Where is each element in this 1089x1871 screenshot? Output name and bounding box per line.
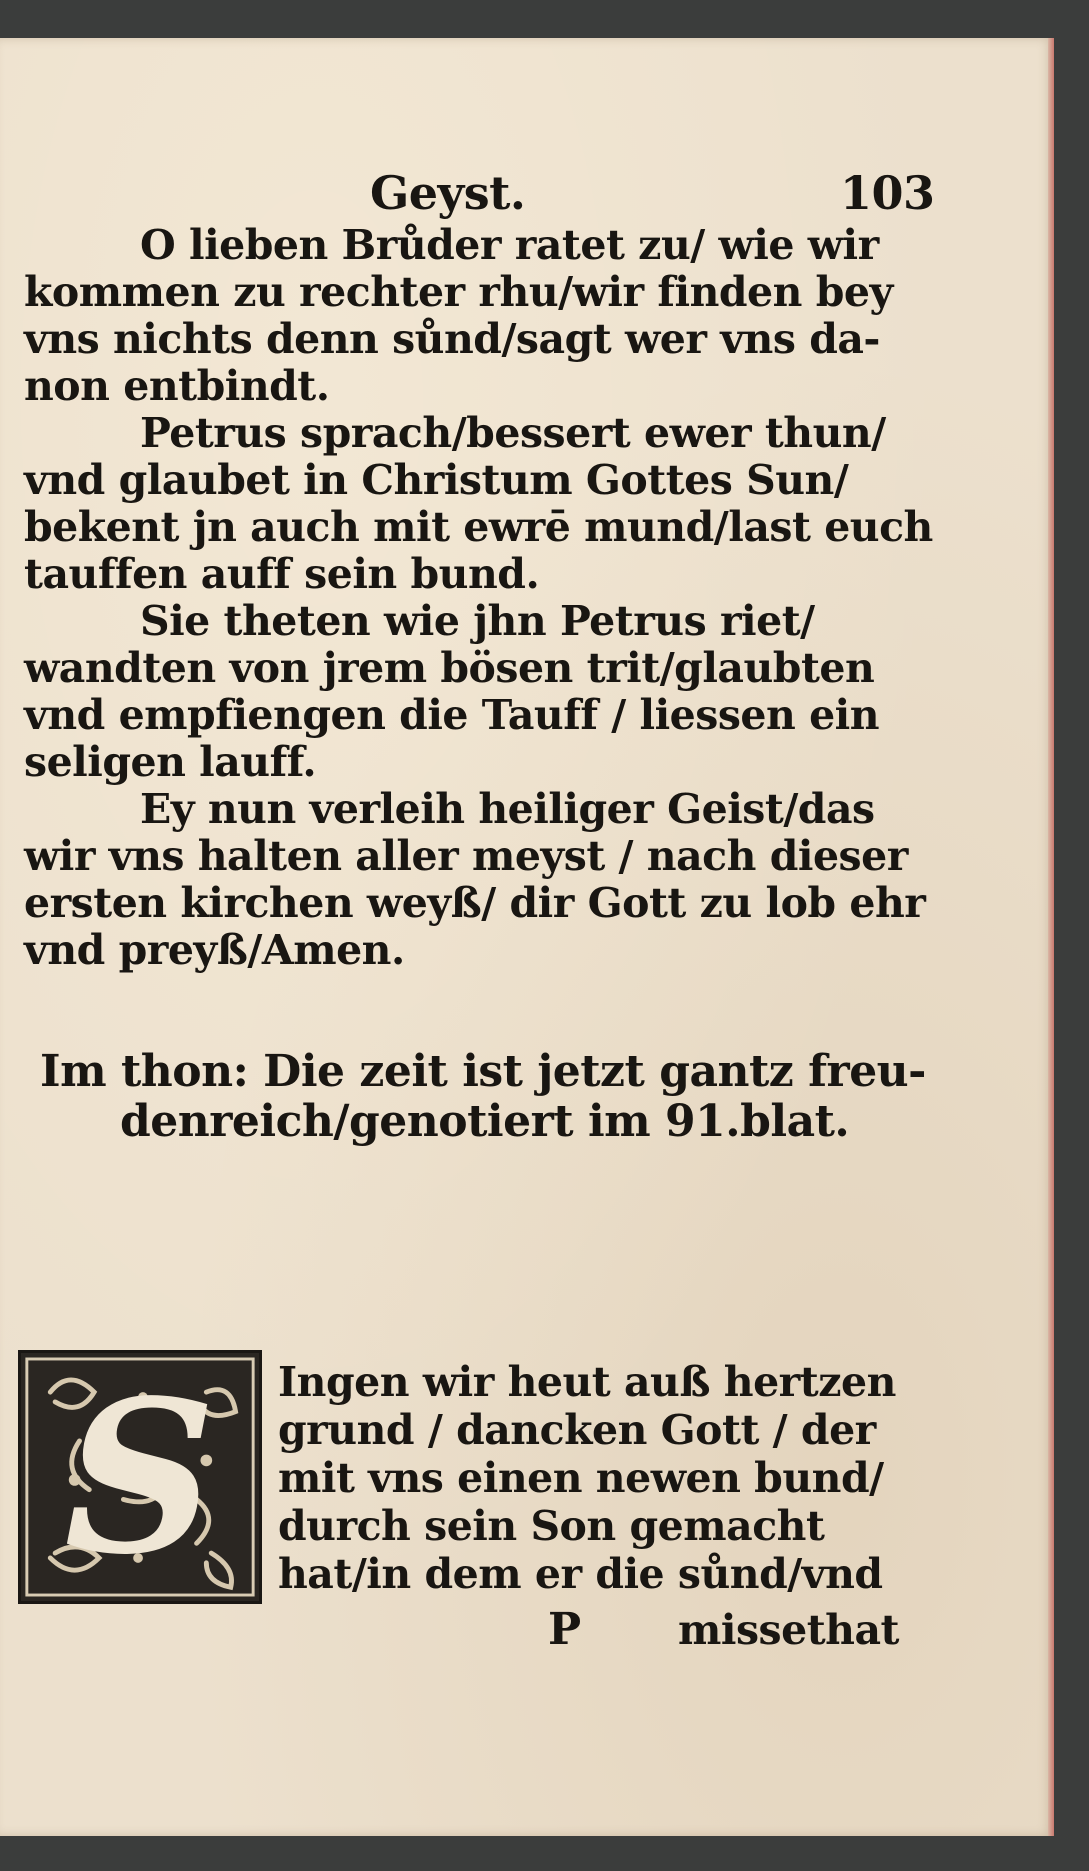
page-edge <box>1048 38 1054 1836</box>
text-line: seligen lauff. <box>24 738 317 786</box>
text-line: Petrus sprach/bessert ewer thun/ <box>140 409 886 457</box>
text-line: vns nichts denn sůnd/sagt wer vns da- <box>24 315 880 363</box>
text-line: Ey nun verleih heiliger Geist/das <box>140 785 875 833</box>
text-line: mit vns einen newen bund/ <box>278 1454 884 1502</box>
text-line: bekent jn auch mit ewrē mund/last euch <box>24 503 933 551</box>
tune-note: Im thon: Die zeit ist jetzt gantz freu- <box>40 1046 926 1097</box>
text-line: Ingen wir heut auß hertzen <box>278 1358 896 1406</box>
text-line: vnd glaubet in Christum Gottes Sun/ <box>24 456 849 504</box>
text-line: durch sein Son gemacht <box>278 1502 825 1550</box>
text-line: vnd empfiengen die Tauff / liessen ein <box>24 691 880 739</box>
tune-note: denreich/genotiert im 91.blat. <box>120 1096 850 1147</box>
page-number: 103 <box>840 166 935 220</box>
text-line: non entbindt. <box>24 362 330 410</box>
text-line: ersten kirchen weyß/ dir Gott zu lob ehr <box>24 879 926 927</box>
text-line: wir vns halten aller meyst / nach dieser <box>24 832 908 880</box>
text-line: tauffen auff sein bund. <box>24 550 540 598</box>
decorated-initial-s-icon <box>18 1350 262 1604</box>
text-line: O lieben Brůder ratet zu/ wie wir <box>140 221 879 269</box>
text-line: wandten von jrem bösen trit/glaubten <box>24 644 875 692</box>
text-line: grund / dancken Gott / der <box>278 1406 876 1454</box>
signature-mark: P <box>548 1604 581 1655</box>
text-line: kommen zu rechter rhu/wir finden bey <box>24 268 893 316</box>
catchword: missethat <box>678 1606 899 1654</box>
text-line: hat/in dem er die sůnd/vnd <box>278 1550 883 1598</box>
running-head: Geyst. <box>370 166 526 220</box>
book-page <box>0 38 1054 1836</box>
initial-letter: S <box>64 1353 216 1601</box>
text-line: Sie theten wie jhn Petrus riet/ <box>140 597 815 645</box>
text-line: vnd preyß/Amen. <box>24 926 405 974</box>
